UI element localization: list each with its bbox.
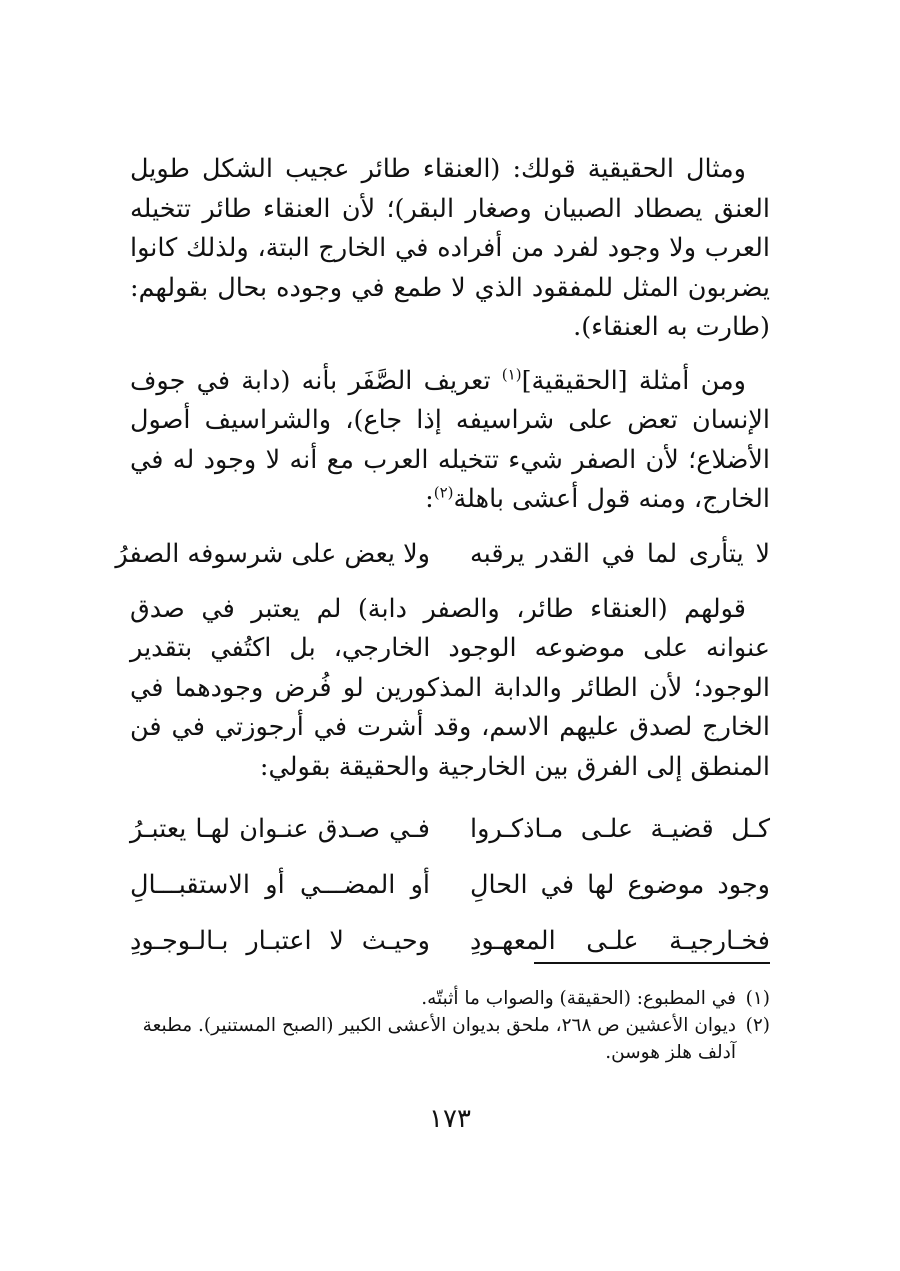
poem-first-hemistich: وجود موضوع لها في الحالِ	[470, 870, 770, 900]
footnote-item	[130, 985, 770, 1012]
paragraph-explanation: قولهم (العنقاء طائر، والصفر دابة) لم يعتبر في صدق عنوانه على موضوعه الوجود الخارجي، بل اكتُفي بتقدير الوجود؛ لأن الطائر والدابة المذكورين لو فُرض وجودهما في الخارج لصدق عليهم الاسم، وقد أشرت في أرجوزتي في فن المنطق إلى الفرق بين الخارجية والحقيقة بقولي:	[130, 593, 770, 782]
footnote-ref-1[interactable]: (١)	[501, 365, 522, 383]
paragraph-safar-example	[130, 362, 770, 520]
paragraph-text: :	[425, 484, 434, 514]
poem-second-hemistich: أو المضـــي أو الاستقبـــالِ	[130, 870, 430, 900]
verse-second-hemistich: ولا يعض على شرسوفه الصفرُ	[115, 538, 430, 569]
poem-first-hemistich: فخـارجيـة علـى المعهـودِ	[470, 926, 770, 956]
verse-line	[115, 534, 770, 574]
poem-line	[130, 857, 770, 913]
page-number: ١٧٣	[429, 1104, 471, 1134]
footnote-number: (١)	[745, 988, 770, 1009]
poem-line	[130, 801, 770, 857]
footnote-text: ديوان الأعشين ص ٢٦٨، ملحق بديوان الأعشى الكبير (الصبح المستنير). مطبعة آدلف هلز هوسن.	[142, 1015, 736, 1063]
page-body	[115, 150, 770, 985]
footnote-number: (٢)	[745, 1015, 770, 1036]
paragraph-text: ومن أمثلة [الحقيقية]	[521, 365, 746, 396]
footnotes	[130, 985, 770, 1066]
footnote-ref-2[interactable]: (٢)	[433, 483, 454, 502]
paragraph-text: تعريف الصَّفَر بأنه (دابة في جوف الإنسان تعض على شراسيفه إذا جاع)، والشراسيف أصول الأضلاع؛ لأن الصفر شيء تتخيله العرب مع أنه لا وجود له في الخارج، ومنه قول أعشى باهلة	[130, 365, 770, 514]
poem-line	[130, 913, 770, 969]
urjuza-poem	[130, 801, 770, 969]
paragraph-anqa-example: ومثال الحقيقية قولك: (العنقاء طائر عجيب الشكل طويل العنق يصطاد الصبيان وصغار البقر)؛ لأن العنقاء طائر تتخيله العرب ولا وجود لفرد من أفراده في الخارج البتة، ولذلك كانوا يضربون المثل للمفقود الذي لا طمع في وجوده بحال بقولهم: (طارت به العنقاء).	[130, 154, 770, 342]
footnote-item	[130, 1012, 770, 1066]
verse-first-hemistich: لا يتأرى لما في القدر يرقبه	[470, 538, 770, 569]
poem-second-hemistich: وحيـث لا اعتبـار بـالـوجـودِ	[130, 926, 430, 956]
footnote-divider	[534, 962, 770, 964]
footnote-text: في المطبوع: (الحقيقة) والصواب ما أثبتّه.	[421, 988, 736, 1009]
poem-first-hemistich: كـل قضيـة علـى مـاذكـروا	[470, 814, 770, 844]
poem-second-hemistich: فـي صـدق عنـوان لهـا يعتبـرُ	[130, 814, 430, 844]
verse-quote	[115, 534, 770, 574]
